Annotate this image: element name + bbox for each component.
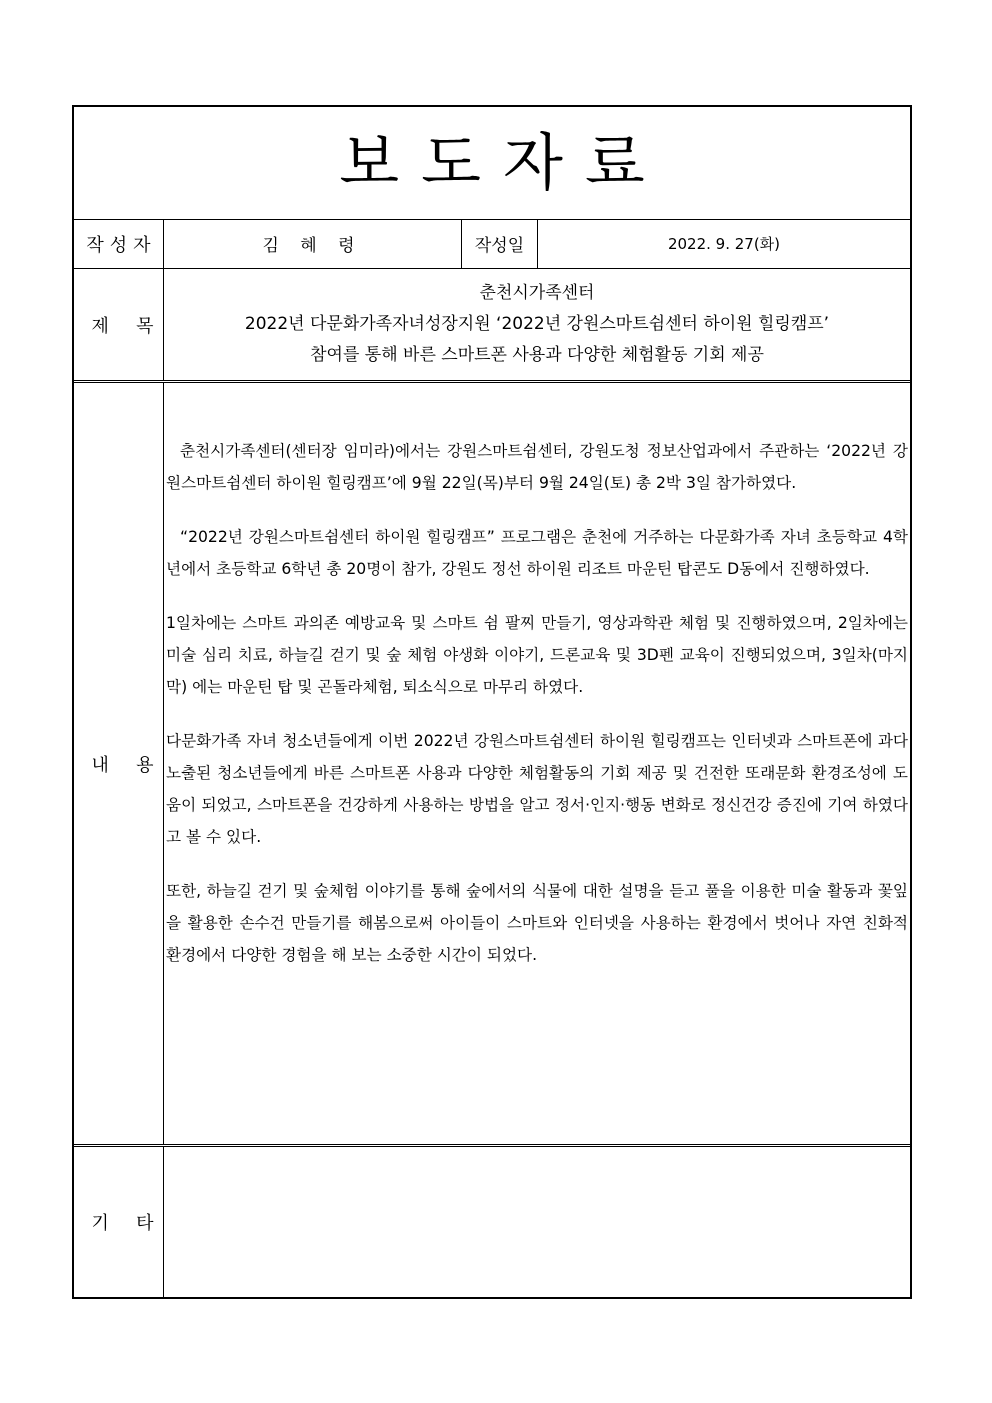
meta-row: [74, 219, 910, 269]
paragraph: “2022년 강원스마트쉼센터 하이원 힐링캠프” 프로그램은 춘천에 거주하는 다문화가족 자녀 초등학교 4학년에서 초등학교 6학년 총 20명이 참가, 강원도 정선 하이원 리조트 마운틴 탑콘도 D동에서 진행하였다.: [166, 528, 908, 578]
subject-line-2: 2022년 다문화가족자녀성장지원 ‘2022년 강원스마트쉼센터 하이원 힐링캠프’: [244, 314, 830, 334]
etc-label-cell: [74, 1147, 164, 1297]
subject-line-1: 춘천시가족센터: [479, 283, 595, 303]
subject-label: [92, 312, 154, 338]
paragraph: 1일차에는 스마트 과의존 예방교육 및 스마트 쉼 팔찌 만들기, 영상과학관 체험 및 진행하였으며, 2일차에는 미술 심리 치료, 하늘길 걷기 및 숲 체험 야생화 이야기, 드론교육 및 3D펜 교육이 진행되었으며, 3일차(마지막) 에는 마운틴 탑 및 곤돌라체험, 퇴소식으로 마무리 하였다.: [166, 614, 908, 696]
subject-row: [74, 269, 910, 383]
date-label: 작성일: [462, 219, 538, 268]
author-label-cell: [74, 219, 164, 268]
etc-label-char-1: 기: [91, 1213, 109, 1234]
etc-value: [164, 1147, 910, 1297]
subject-label-char-2: 목: [136, 315, 154, 337]
author-name: 김 혜 령: [164, 219, 462, 268]
subject-label-cell: [74, 269, 164, 380]
content-body: [166, 435, 908, 993]
subject-label-char-1: 제: [91, 315, 109, 337]
etc-label-char-2: 타: [136, 1213, 154, 1234]
title-row: [74, 107, 910, 220]
etc-label: [92, 1209, 154, 1235]
content-label-char-1: 내: [91, 754, 109, 776]
paragraph: 다문화가족 자녀 청소년들에게 이번 2022년 강원스마트쉼센터 하이원 힐링캠프는 인터넷과 스마트폰에 과다노출된 청소년들에게 바른 스마트폰 사용과 다양한 체험활동의 기회 제공 및 건전한 또래문화 환경조성에 도움이 되었고, 스마트폰을 건강하게 사용하는 방법을 알고 정서·인지·행동 변화로 정신건강 증진에 기여 하였다고 볼 수 있다.: [166, 732, 908, 846]
subject-line-3: 참여를 통해 바른 스마트폰 사용과 다양한 체험활동 기회 제공: [310, 345, 764, 365]
paragraph: 또한, 하늘길 걷기 및 숲체험 이야기를 통해 숲에서의 식물에 대한 설명을 듣고 풀을 이용한 미술 활동과 꽃잎을 활용한 손수건 만들기를 해봄으로써 아이들이 스마트와 인터넷을 사용하는 환경에서 벗어나 자연 친화적 환경에서 다양한 경험을 해 보는 소중한 시간이 되었다.: [166, 882, 908, 964]
author-label: 작성자: [86, 234, 157, 256]
content-label-cell: [74, 383, 164, 1144]
content-label: [92, 751, 154, 777]
press-release-form: [72, 105, 912, 1299]
content-row: [74, 383, 910, 1147]
subject-text: [164, 269, 910, 380]
etc-row: [74, 1147, 910, 1297]
content-label-char-2: 용: [136, 754, 154, 776]
date-value: 2022. 9. 27(화): [667, 235, 781, 253]
paragraph: 춘천시가족센터(센터장 임미라)에서는 강원스마트쉼센터, 강원도청 정보산업과에서 주관하는 ‘2022년 강원스마트쉼센터 하이원 힐링캠프’에 9월 22일(목)부터 9월 24일(토) 총 2박 3일 참가하였다.: [166, 442, 908, 492]
document-heading: 보도자료: [339, 126, 667, 199]
